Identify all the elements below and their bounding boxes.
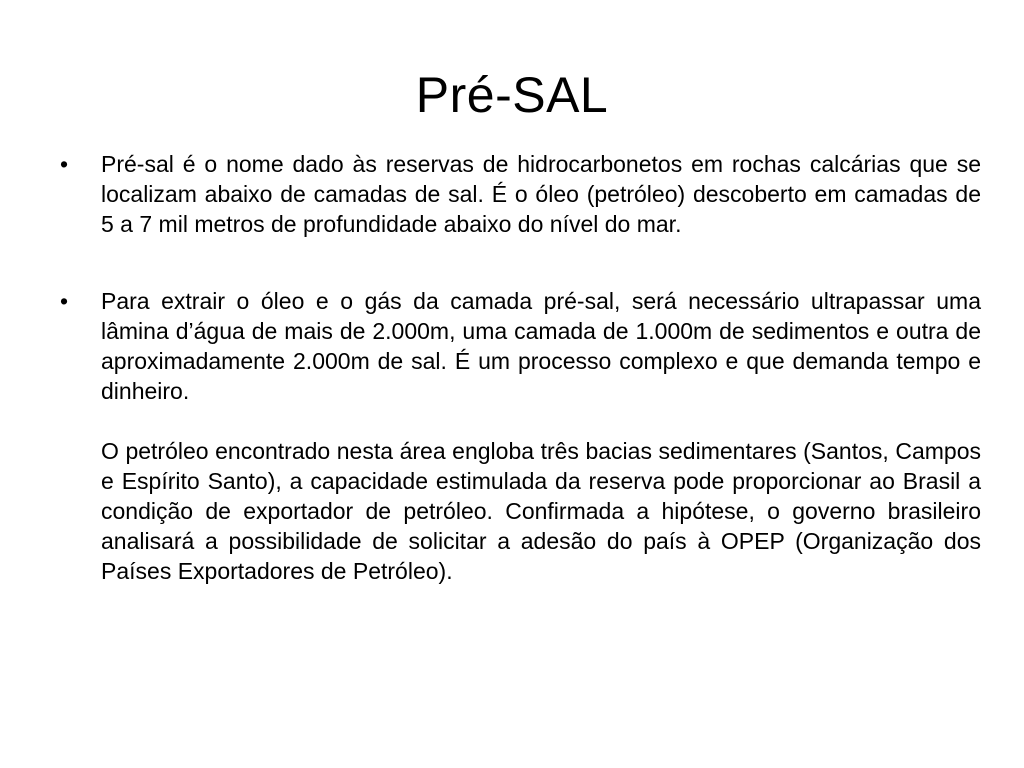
bullet-list — [60, 149, 981, 633]
bullet-paragraph: Para extrair o óleo e o gás da camada pré-sal, será necessário ultrapassar uma lâmina d’água de mais de 2.000m, uma camada de 1.000m de sedimentos e outra de aproximadamente 2.000m de sal. É um processo complexo e que demanda tempo e dinheiro. — [101, 288, 981, 404]
bullet-dot-icon: • — [60, 151, 69, 177]
bullet-item — [60, 286, 981, 586]
bullet-paragraph: Pré-sal é o nome dado às reservas de hidrocarbonetos em rochas calcárias que se localizam abaixo de camadas de sal. É o óleo (petróleo) descoberto em camadas de 5 a 7 mil metros de profundidade abaixo do nível do mar. — [101, 151, 981, 237]
bullet-item — [60, 149, 981, 239]
bullet-dot-icon: • — [60, 288, 69, 314]
slide-title: Pré-SAL — [415, 67, 609, 123]
bullet-paragraph: O petróleo encontrado nesta área engloba três bacias sedimentares (Santos, Campos e Espírito Santo), a capacidade estimulada da reserva pode proporcionar ao Brasil a condição de exportador de petróleo. Confirmada a hipótese, o governo brasileiro analisará a possibilidade de solicitar a adesão do país à OPEP (Organização dos Países Exportadores de Petróleo). — [101, 438, 981, 584]
